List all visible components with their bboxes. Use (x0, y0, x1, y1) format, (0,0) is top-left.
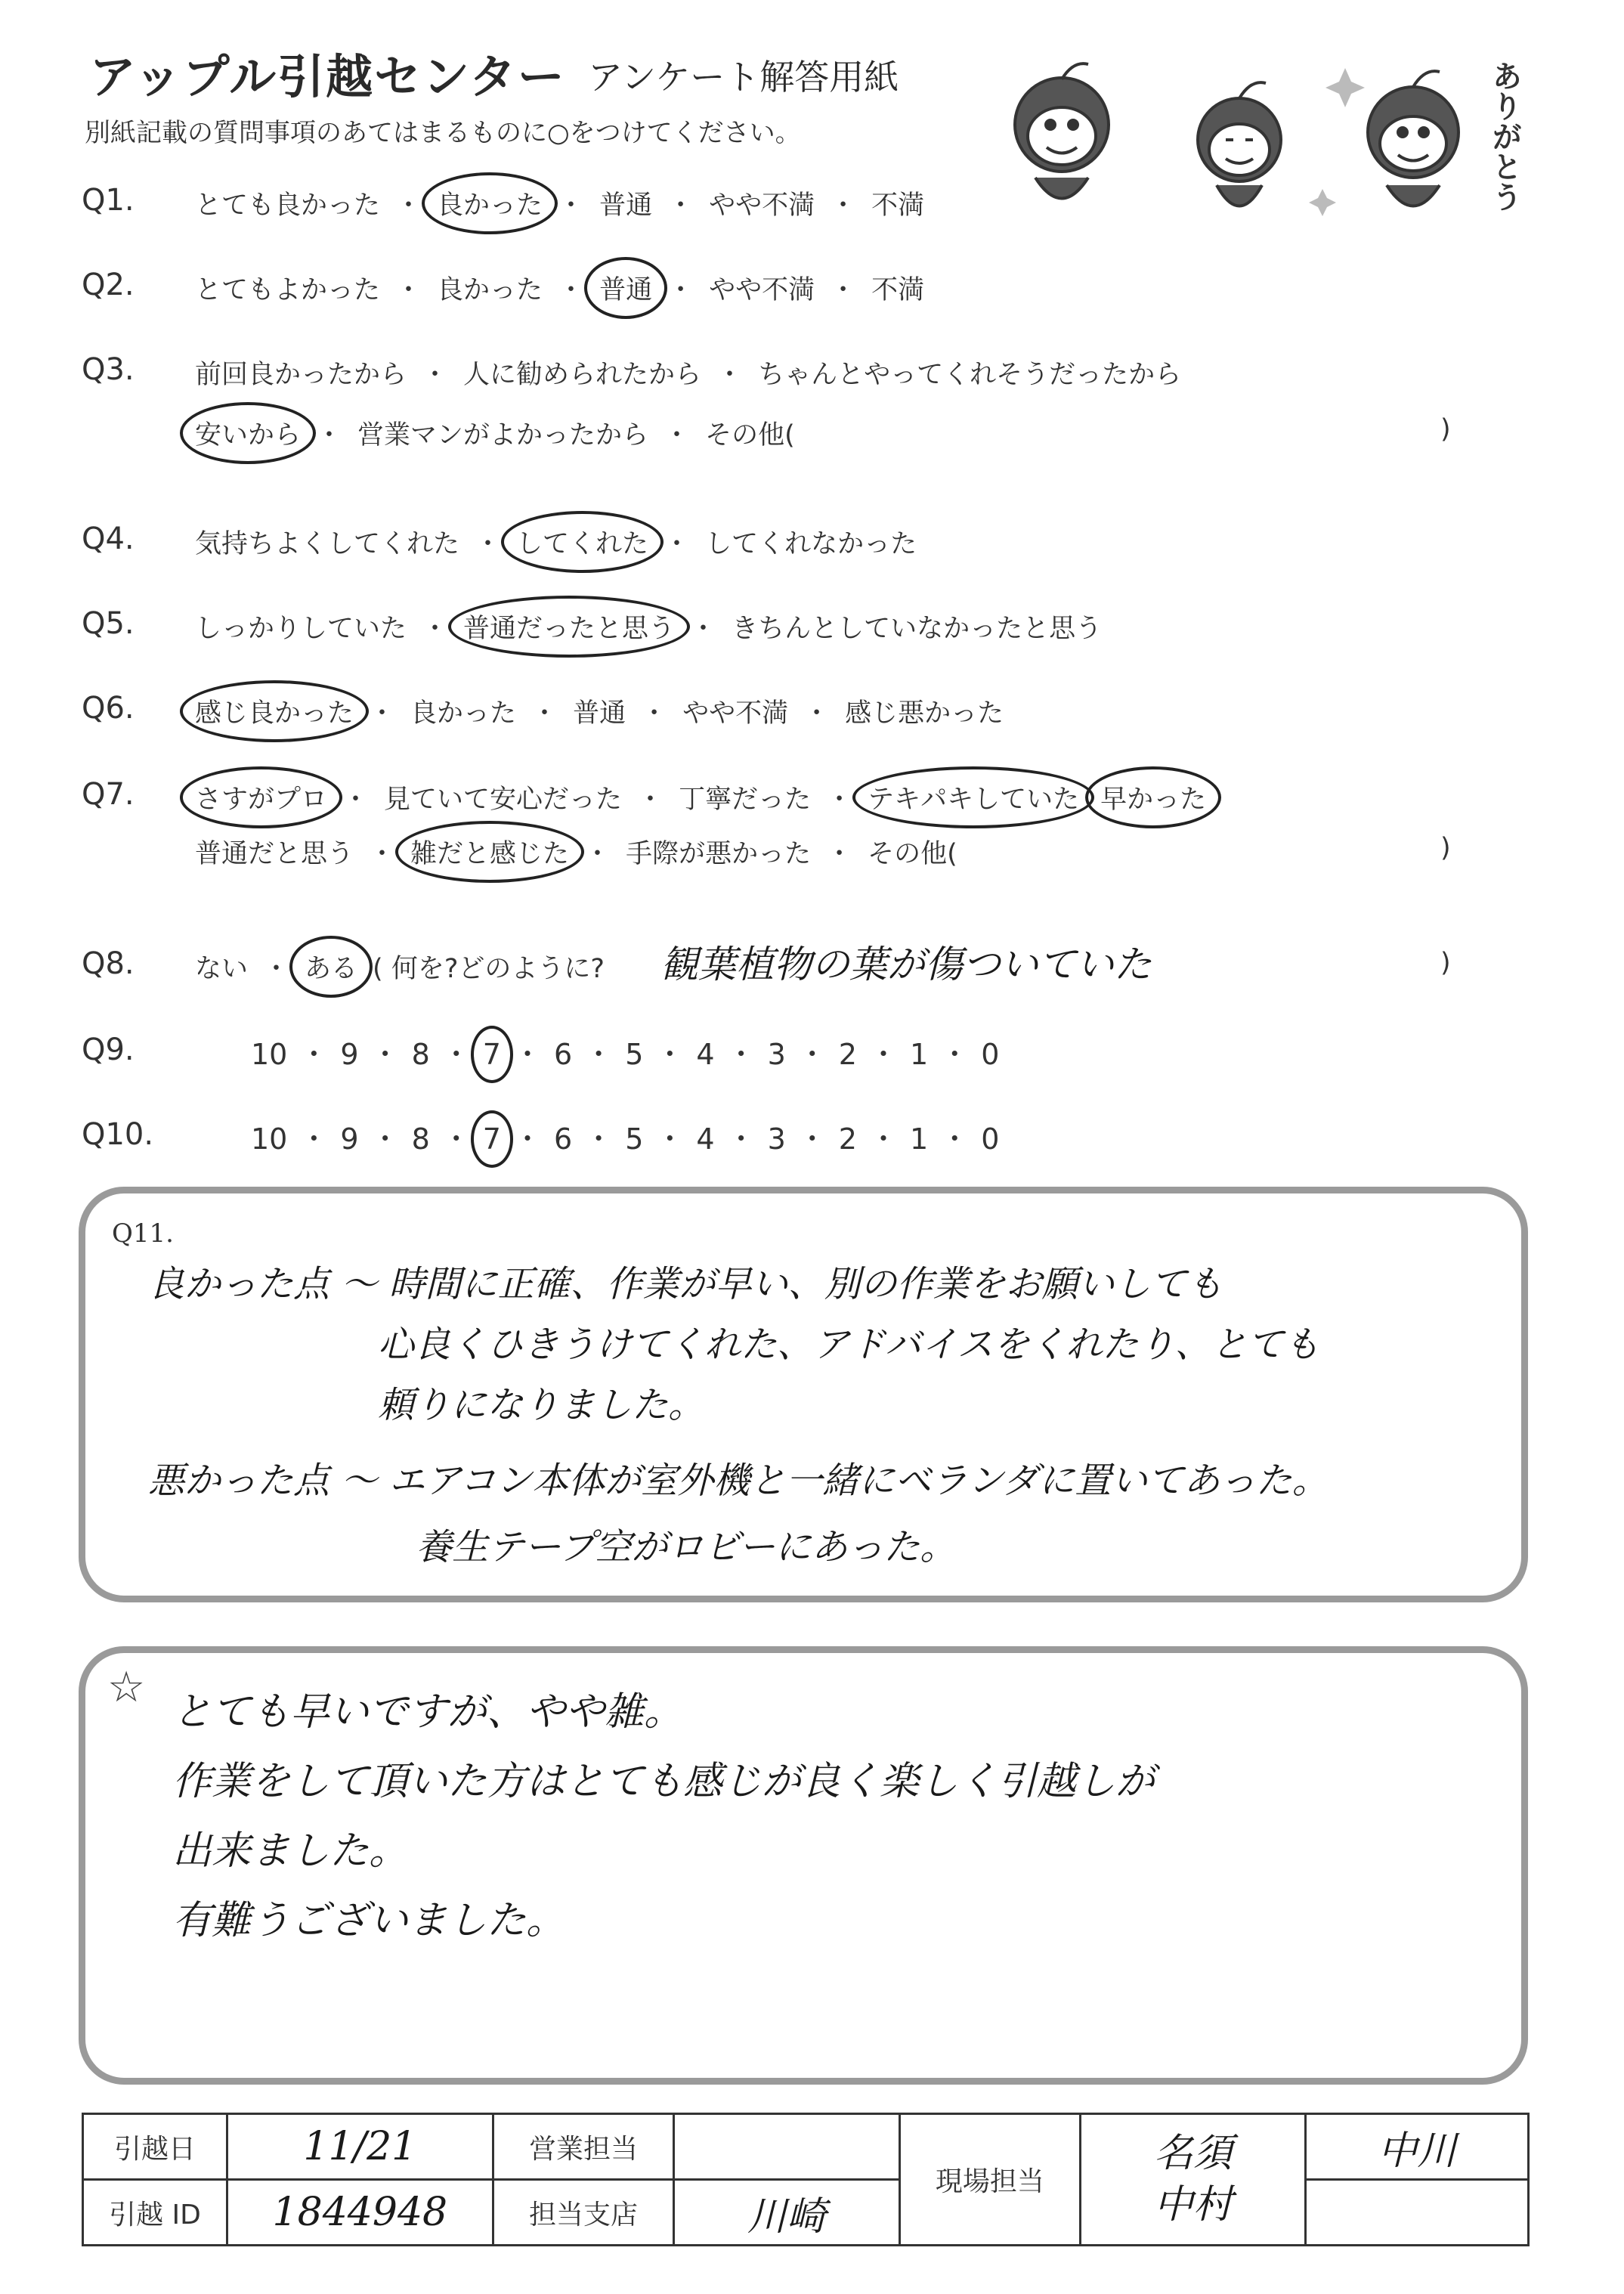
rating-option[interactable]: 0 (981, 1122, 1000, 1156)
q11-line: 良かった点 〜 時間に正確、作業が早い、別の作業をお願いしても (148, 1263, 1223, 1305)
question-number: Q1. (82, 183, 135, 218)
branch-value[interactable]: 川崎 (674, 2180, 899, 2246)
option[interactable]: きちんとしていなかったと思う (732, 614, 1103, 644)
option[interactable]: 手際が悪かった (626, 839, 812, 869)
rating-option-circled[interactable]: 7 (482, 1122, 501, 1156)
option[interactable]: とてもよかった (195, 275, 381, 305)
option-circled[interactable]: 早かった (1096, 779, 1211, 816)
field-staff-label: 現場担当 (899, 2114, 1081, 2246)
rating-option-circled[interactable]: 7 (482, 1038, 501, 1071)
option-circled[interactable]: 普通だったと思う (459, 608, 679, 645)
question-number: Q2. (82, 268, 135, 302)
sales-value[interactable] (674, 2114, 899, 2180)
q11-line: 悪かった点 〜 エアコン本体が室外機と一緒にベランダに置いてあった。 (148, 1460, 1329, 1502)
question-options: とても良かった ・ 良かった ・ 普通 ・ やや不満 ・ 不満 (190, 184, 929, 222)
option[interactable]: 丁寧だった (679, 785, 812, 815)
star-icon: ☆ (107, 1663, 146, 1712)
form-subtitle: アンケート解答用紙 (588, 57, 899, 98)
close-paren: ) (1440, 414, 1451, 444)
option[interactable]: してくれなかった (705, 529, 917, 559)
question-number: Q5. (82, 606, 135, 641)
monkey-icon (1368, 71, 1459, 206)
sparkle-icon (1309, 68, 1365, 216)
move-date-label: 引越日 (83, 2114, 227, 2180)
rating-option[interactable]: 8 (411, 1122, 430, 1156)
option[interactable]: 普通だと思う (195, 839, 354, 869)
rating-option[interactable]: 9 (340, 1122, 359, 1156)
option[interactable]: 不満 (871, 275, 925, 305)
q11-line: 心良くひきうけてくれた、アドバイスをくれたり、とても (378, 1323, 1320, 1366)
option[interactable]: 良かった (437, 275, 543, 305)
option-circled[interactable]: 普通 (595, 269, 657, 307)
option[interactable]: 人に勧められたから (463, 360, 702, 390)
q11-label: Q11. (112, 1218, 174, 1249)
info-table (82, 2113, 1530, 2246)
option[interactable]: 気持ちよくしてくれた (195, 529, 460, 559)
option-circled[interactable]: してくれた (512, 523, 653, 561)
rating-option[interactable]: 4 (696, 1122, 715, 1156)
branch-label: 担当支店 (493, 2180, 674, 2246)
rating-option[interactable]: 3 (767, 1122, 786, 1156)
question-number: Q3. (82, 352, 135, 387)
question-options: 安いから ・ 営業マンがよかったから ・ その他( (190, 414, 800, 452)
option[interactable]: ちゃんとやってくれそうだったから (758, 360, 1182, 390)
option-circled[interactable]: 雑だと感じた (406, 833, 574, 871)
question-options: しっかりしていた ・ 普通だったと思う ・ きちんとしていなかったと思う (190, 608, 1106, 645)
rating-option[interactable]: 2 (838, 1038, 857, 1071)
field-staff-name: 中村 (1153, 2181, 1233, 2227)
question-number: Q6. (82, 691, 135, 726)
comment-line: 有難うございました。 (172, 1898, 566, 1943)
option[interactable]: ない (195, 954, 249, 984)
question-options: 前回良かったから ・ 人に勧められたから ・ ちゃんとやってくれそうだったから (190, 354, 1186, 392)
q11-line: 養生テープ空がロビーにあった。 (416, 1526, 957, 1568)
option[interactable]: とても良かった (195, 190, 381, 221)
rating-option[interactable]: 6 (553, 1038, 573, 1071)
question-number: Q9. (82, 1032, 135, 1067)
question-options: とてもよかった ・ 良かった ・ 普通 ・ やや不満 ・ 不満 (190, 269, 929, 307)
sales-label: 営業担当 (493, 2114, 674, 2180)
option[interactable]: やや不満 (709, 190, 815, 221)
option-circled[interactable]: 感じ良かった (190, 692, 358, 730)
question-number: Q4. (82, 522, 135, 556)
rating-option[interactable]: 5 (625, 1122, 644, 1156)
option[interactable]: やや不満 (709, 275, 815, 305)
rating-option[interactable]: 2 (838, 1122, 857, 1156)
option[interactable]: 感じ悪かった (845, 698, 1004, 729)
close-paren: ) (1440, 948, 1451, 978)
rating-option[interactable]: 6 (553, 1122, 573, 1156)
rating-option[interactable]: 10 (251, 1122, 288, 1156)
rating-option[interactable]: 5 (625, 1038, 644, 1071)
question-number: Q10. (82, 1117, 154, 1152)
option[interactable]: しっかりしていた (195, 614, 407, 644)
move-date-value[interactable]: 11/21 (227, 2114, 493, 2180)
rating-scale: 10 ・ 9 ・ 8 ・ 7 ・ 6 ・ 5 ・ 4 ・ 3 ・ 2 ・ 1 ・ 0 (251, 1122, 1000, 1156)
rating-option[interactable]: 4 (696, 1038, 715, 1071)
move-id-label: 引越 ID (83, 2180, 227, 2246)
option-circled[interactable]: テキパキしていた (863, 779, 1084, 816)
field-staff-value[interactable] (1081, 2114, 1306, 2246)
rating-option[interactable]: 0 (981, 1038, 1000, 1071)
option[interactable]: 不満 (871, 190, 925, 221)
field-staff-name: 名須 (1153, 2130, 1233, 2176)
comment-line: 出来ました。 (172, 1828, 409, 1874)
comment-line: 作業をして頂いた方はとても感じが良く楽しく引越しが (172, 1759, 1155, 1804)
option[interactable]: やや不満 (682, 698, 789, 729)
option-circled[interactable]: 安いから (190, 414, 305, 452)
mascot-caption: ありがとう (1487, 60, 1522, 212)
instruction-text: 別紙記載の質問事項のあてはまるものに○をつけてください。 (85, 118, 801, 148)
option[interactable]: 良かった (410, 698, 517, 729)
rating-option[interactable]: 1 (910, 1122, 929, 1156)
option[interactable]: 営業マンがよかったから (357, 420, 649, 450)
option[interactable]: 見ていて安心だった (384, 785, 623, 815)
question-number: Q8. (82, 946, 135, 981)
empty-cell (1306, 2180, 1529, 2246)
rating-option[interactable]: 1 (910, 1038, 929, 1071)
option[interactable]: その他( (868, 839, 957, 869)
q8-handwritten-answer: 観葉植物の葉が傷ついていた (660, 943, 1152, 986)
option[interactable]: その他( (705, 420, 795, 450)
q8-prompt: ( 何を?どのように? (373, 954, 605, 984)
rating-scale: 10 ・ 9 ・ 8 ・ 7 ・ 6 ・ 5 ・ 4 ・ 3 ・ 2 ・ 1 ・ 0 (251, 1038, 1000, 1071)
monkey-icon (1015, 63, 1109, 198)
question-number: Q7. (82, 777, 135, 812)
question-options: 普通だと思う ・ 雑だと感じた ・ 手際が悪かった ・ その他( (190, 833, 962, 871)
form-title: アップル引越センター (89, 49, 566, 104)
option-circled[interactable]: ある (300, 948, 362, 986)
mascot-illustration (990, 45, 1534, 249)
option-circled[interactable]: さすがプロ (190, 779, 332, 816)
q11-line: 頼りになりました。 (378, 1384, 705, 1426)
question-options: さすがプロ ・ 見ていて安心だった ・ 丁寧だった ・ テキパキしていた 早かった (190, 779, 1211, 816)
rating-option[interactable]: 8 (411, 1038, 430, 1071)
option-circled[interactable]: 良かった (432, 184, 547, 222)
comment-line: とても早いですが、やや雑。 (172, 1689, 684, 1735)
option[interactable]: 普通 (599, 190, 653, 221)
rating-option[interactable]: 9 (340, 1038, 359, 1071)
monkey-icon (1198, 82, 1281, 206)
rating-option[interactable]: 3 (767, 1038, 786, 1071)
rating-option[interactable]: 10 (251, 1038, 288, 1071)
question-options: 感じ良かった ・ 良かった ・ 普通 ・ やや不満 ・ 感じ悪かった (190, 692, 1008, 730)
question-options: 気持ちよくしてくれた ・ してくれた ・ してくれなかった (190, 523, 921, 561)
option[interactable]: 前回良かったから (195, 360, 407, 390)
move-id-value[interactable]: 1844948 (227, 2180, 493, 2246)
option[interactable]: 普通 (573, 698, 626, 729)
close-paren: ) (1440, 833, 1451, 863)
question-options: ない ・ ある ( 何を?どのように? (190, 948, 605, 986)
field-staff-extra[interactable]: 中川 (1306, 2114, 1529, 2180)
